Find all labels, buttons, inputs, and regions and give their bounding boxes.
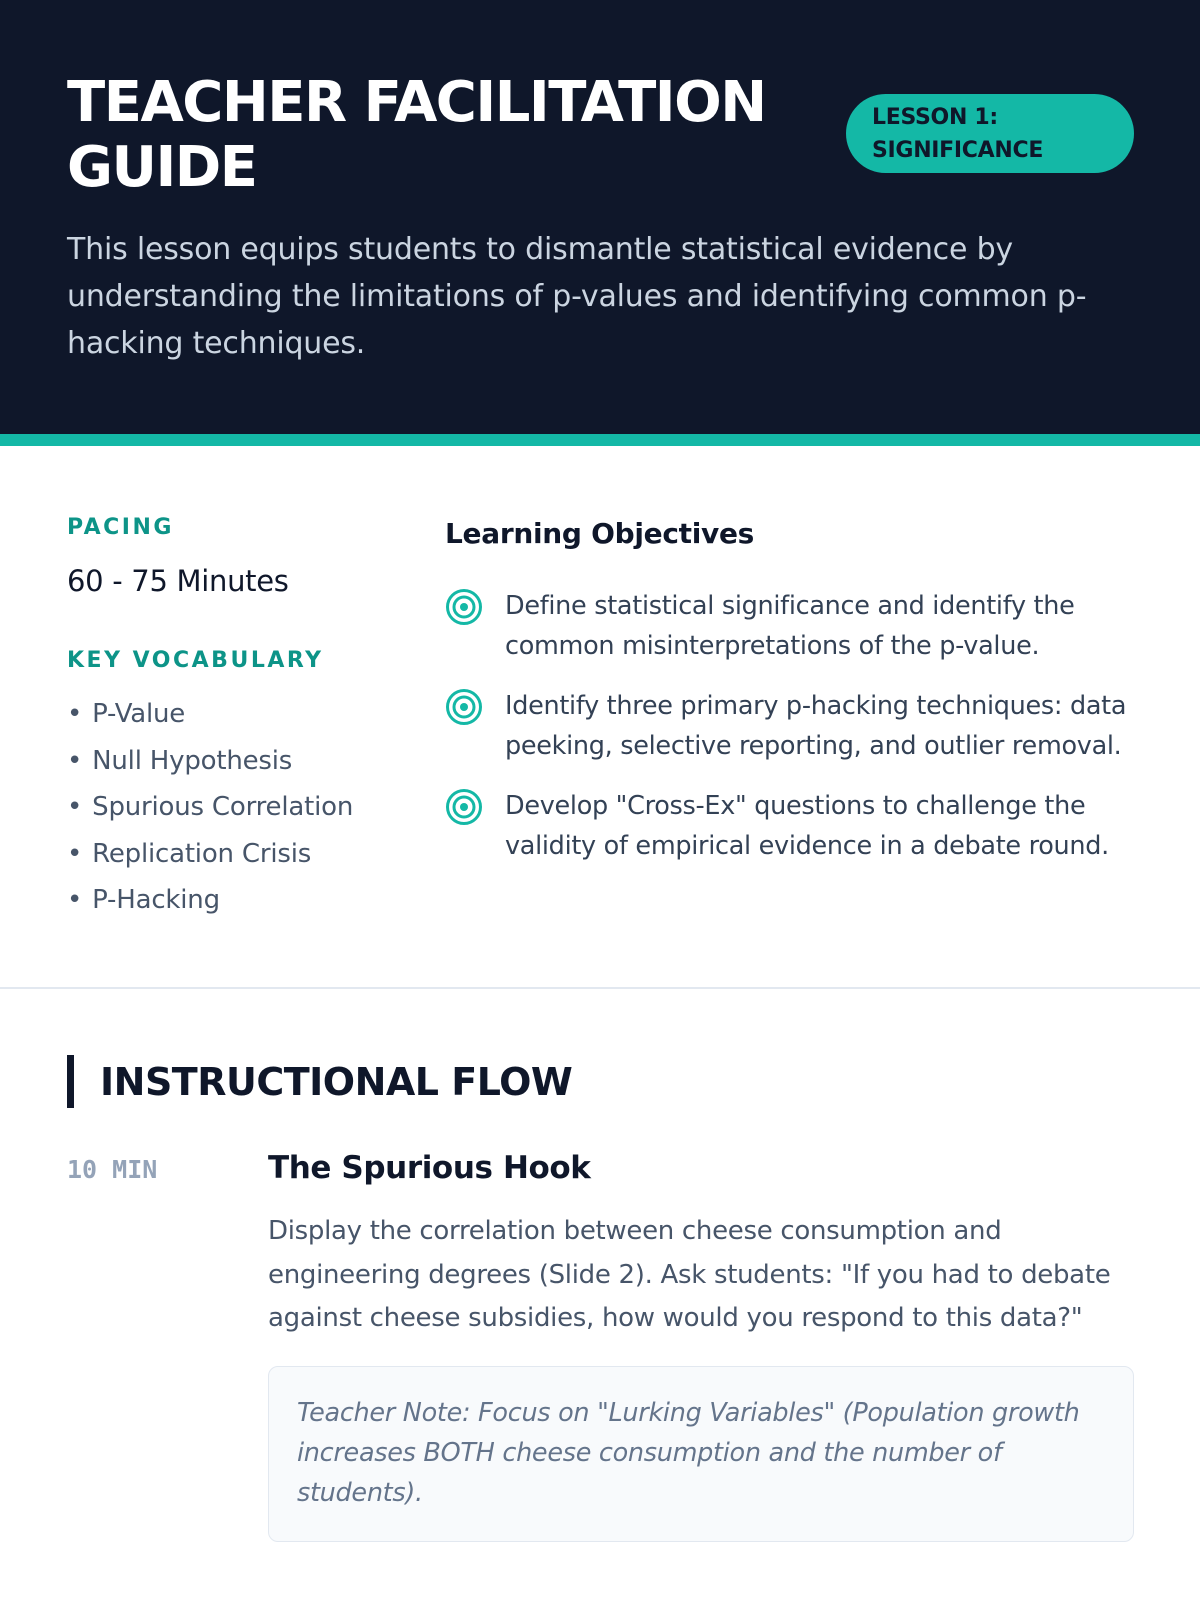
flow-title: INSTRUCTIONAL FLOW [100, 1060, 573, 1104]
objective-text: Identify three primary p-hacking techniques: data peeking, selective reporting, and outlier removal. [505, 691, 1127, 761]
vocabulary-label: KEY VOCABULARY [67, 648, 324, 673]
objectives-list [445, 586, 1145, 886]
vocabulary-item: • Replication Crisis [67, 834, 353, 881]
objectives-title: Learning Objectives [445, 517, 755, 550]
lesson-badge: LESSON 1: SIGNIFICANCE [846, 94, 1134, 173]
target-icon [445, 588, 483, 626]
objective-item [445, 586, 1145, 686]
lesson-intro: This lesson equips students to dismantle statistical evidence by understanding the limitations of p-values and identifying common p-hacking techniques. [67, 232, 1087, 361]
step-description: Display the correlation between cheese consumption and engineering degrees (Slide 2). Ask students: "If you had to debate against cheese subsidies, how would you respond to this data?" [268, 1216, 1111, 1333]
header-accent-bar [0, 434, 1200, 446]
vocabulary-item: • Null Hypothesis [67, 741, 353, 788]
vocabulary-item: • P-Value [67, 694, 353, 741]
target-icon [445, 788, 483, 826]
teacher-note: Teacher Note: Focus on "Lurking Variables" (Population growth increases BOTH cheese consumption and the number of students). [268, 1366, 1134, 1542]
header [0, 0, 1200, 434]
vocabulary-item: • Spurious Correlation [67, 787, 353, 834]
target-icon [445, 688, 483, 726]
section-divider [0, 987, 1200, 989]
objective-item [445, 786, 1145, 886]
objective-text: Develop "Cross-Ex" questions to challenge the validity of empirical evidence in a debate round. [505, 791, 1109, 861]
pacing-label: PACING [67, 515, 174, 540]
pacing-value: 60 - 75 Minutes [67, 564, 289, 598]
vocabulary-item: • P-Hacking [67, 880, 353, 927]
flow-title-accent [67, 1055, 74, 1108]
page-title: TEACHER FACILITATION GUIDE [67, 70, 766, 200]
step-title: The Spurious Hook [268, 1150, 591, 1186]
vocabulary-list [67, 694, 353, 927]
step-duration: 10 MIN [67, 1155, 158, 1184]
objective-item [445, 686, 1145, 786]
objective-text: Define statistical significance and identify the common misinterpretations of the p-value. [505, 591, 1075, 661]
